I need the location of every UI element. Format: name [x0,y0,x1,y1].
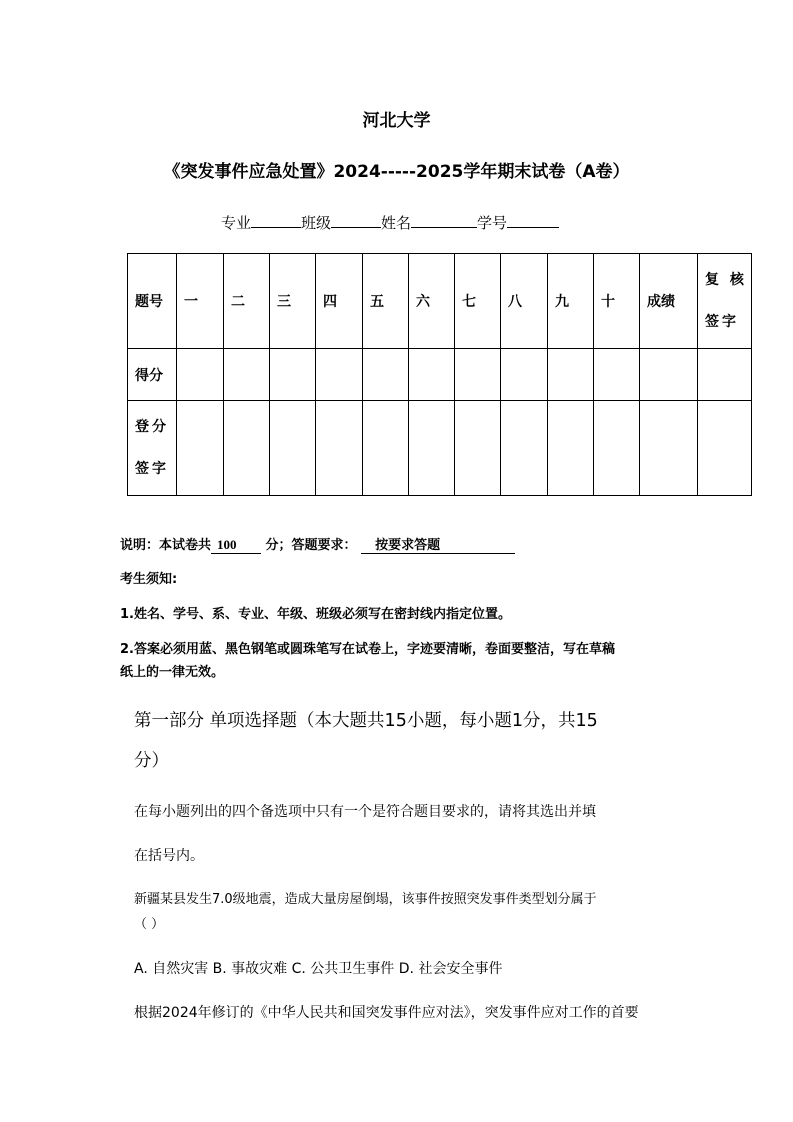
question-1: 新疆某县发生7.0级地震，造成大量房屋倒塌，该事件按照突发事件类型划分属于 [134,892,597,907]
score-table [127,253,752,496]
score-cell[interactable] [548,401,594,496]
score-cell[interactable] [698,401,752,496]
score-cell[interactable] [316,401,363,496]
field-id: 学号 [477,214,508,232]
score-cell[interactable] [501,401,548,496]
major-blank[interactable] [251,213,301,228]
score-cell[interactable] [548,349,594,401]
header-cell: 七 [455,254,501,349]
row-label: 登分 签字 [128,401,177,496]
score-cell[interactable] [177,401,224,496]
score-cell[interactable] [640,349,698,401]
score-cell[interactable] [270,401,316,496]
notice-item-2: 2.答案必须用蓝、黑色钢笔或圆珠笔写在试卷上，字迹要清晰，卷面要整洁，写在草稿 [120,642,615,657]
header-cell: 成绩 [640,254,698,349]
header-cell: 二 [224,254,270,349]
notice-title: 考生须知: [120,572,178,587]
table-row [128,254,752,349]
part1-instructions-cont: 在括号内。 [134,848,204,864]
total-score: 100 [211,537,261,554]
header-cell: 复 核 签字 [698,254,752,349]
score-cell[interactable] [409,349,455,401]
desc-prefix: 说明：本试卷共 [120,538,212,553]
answer-requirement: 按要求答题 [361,534,515,554]
header-cell: 六 [409,254,455,349]
score-cell[interactable] [640,401,698,496]
header-cell: 四 [316,254,363,349]
part1-instructions: 在每小题列出的四个备选项中只有一个是符合题目要求的，请将其选出并填 [134,804,596,820]
score-cell[interactable] [594,349,640,401]
student-info-fields [221,212,559,233]
score-cell[interactable] [270,349,316,401]
score-cell[interactable] [224,349,270,401]
row-label: 得分 [128,349,177,401]
class-blank[interactable] [331,213,381,228]
table-row [128,349,752,401]
score-cell[interactable] [409,401,455,496]
field-class: 班级 [301,214,332,232]
score-cell[interactable] [594,401,640,496]
part1-title-cont: 分） [134,751,169,771]
name-blank[interactable] [411,213,477,228]
header-cell: 三 [270,254,316,349]
header-cell: 题号 [128,254,177,349]
score-cell[interactable] [455,401,501,496]
field-name: 姓名 [381,214,412,232]
university-name: 河北大学 [362,111,431,131]
notice-item-2-cont: 纸上的一律无效。 [120,665,225,680]
table-row [128,401,752,496]
score-cell[interactable] [501,349,548,401]
header-cell: 九 [548,254,594,349]
score-cell[interactable] [363,401,409,496]
field-major: 专业 [221,214,252,232]
score-cell[interactable] [698,349,752,401]
id-blank[interactable] [507,213,559,228]
exam-title: 《突发事件应急处置》2024-----2025学年期末试卷（A卷） [163,162,630,182]
notice-item-1: 1.姓名、学号、系、专业、年级、班级必须写在密封线内指定位置。 [120,607,511,622]
header-cell: 五 [363,254,409,349]
desc-mid: 分；答题要求： [265,538,357,553]
header-cell: 八 [501,254,548,349]
question-1-blank: （ ） [134,917,165,932]
score-cell[interactable] [177,349,224,401]
header-cell: 一 [177,254,224,349]
question-1-options: A. 自然灾害 B. 事故灾难 C. 公共卫生事件 D. 社会安全事件 [134,961,503,977]
question-2: 根据2024年修订的《中华人民共和国突发事件应对法》，突发事件应对工作的首要 [134,1005,639,1021]
exam-description [120,534,515,554]
score-cell[interactable] [455,349,501,401]
score-cell[interactable] [224,401,270,496]
header-cell: 十 [594,254,640,349]
part1-title: 第一部分 单项选择题（本大题共15小题，每小题1分，共15 [134,711,598,731]
score-cell[interactable] [363,349,409,401]
score-cell[interactable] [316,349,363,401]
